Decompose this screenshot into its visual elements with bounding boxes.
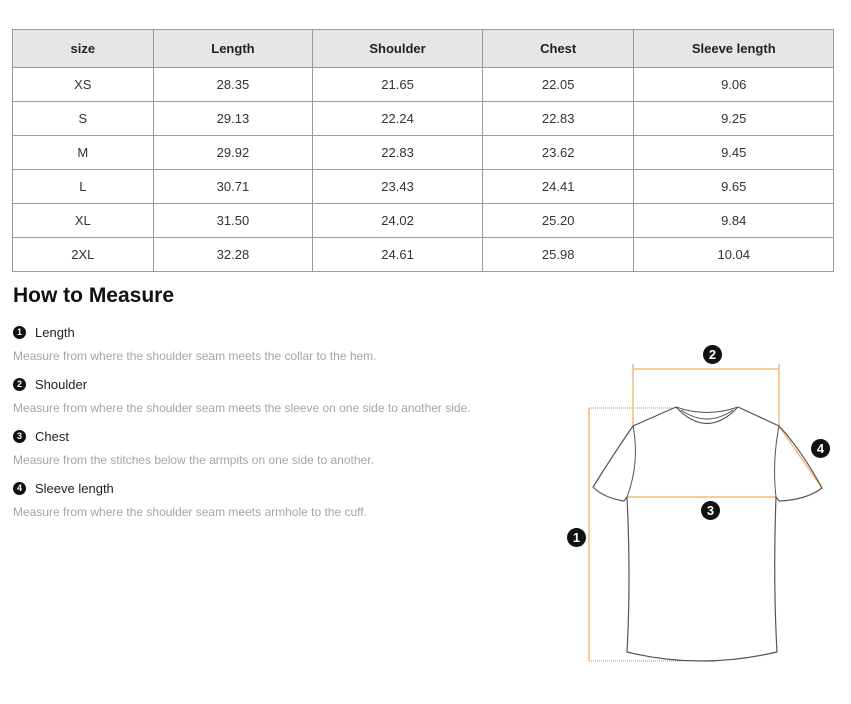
cell-length: 29.92 [153, 136, 313, 170]
cell-size: S [13, 102, 154, 136]
cell-chest: 23.62 [482, 136, 634, 170]
cell-size: M [13, 136, 154, 170]
table-row [13, 136, 834, 170]
marker-4-icon: 4 [811, 439, 830, 458]
instruction-label: Length [35, 324, 75, 340]
cell-length: 32.28 [153, 238, 313, 272]
size-chart-table [12, 29, 834, 272]
instruction-chest [13, 426, 553, 478]
cell-chest: 22.83 [482, 102, 634, 136]
marker-3-icon: 3 [701, 501, 720, 520]
cell-length: 31.50 [153, 204, 313, 238]
cell-length: 30.71 [153, 170, 313, 204]
instruction-length [13, 322, 553, 374]
cell-shoulder: 24.02 [313, 204, 483, 238]
instruction-shoulder [13, 374, 553, 426]
column-header-sleeve-length: Sleeve length [634, 30, 834, 68]
table-row [13, 102, 834, 136]
cell-length: 28.35 [153, 68, 313, 102]
table-row [13, 68, 834, 102]
measure-instructions [13, 322, 553, 530]
tshirt-measurement-diagram [560, 335, 851, 699]
number-4-icon: 4 [13, 482, 26, 495]
marker-1-icon: 1 [567, 528, 586, 547]
cell-size: XL [13, 204, 154, 238]
instruction-label: Chest [35, 428, 69, 444]
instruction-description: Measure from where the shoulder seam meets the collar to the hem. [13, 349, 377, 363]
column-header-length: Length [153, 30, 313, 68]
instruction-description: Measure from where the shoulder seam meets the sleeve on one side to another side. [13, 401, 471, 415]
cell-size: L [13, 170, 154, 204]
column-header-shoulder: Shoulder [313, 30, 483, 68]
table-row [13, 170, 834, 204]
instruction-label: Shoulder [35, 376, 88, 392]
cell-chest: 22.05 [482, 68, 634, 102]
cell-shoulder: 22.83 [313, 136, 483, 170]
instruction-sleeve-length [13, 478, 553, 530]
instruction-description: Measure from where the shoulder seam meets armhole to the cuff. [13, 505, 367, 519]
table-row [13, 238, 834, 272]
cell-length: 29.13 [153, 102, 313, 136]
cell-sleeve-length: 10.04 [634, 238, 834, 272]
cell-sleeve-length: 9.06 [634, 68, 834, 102]
cell-chest: 25.20 [482, 204, 634, 238]
cell-size: XS [13, 68, 154, 102]
column-header-size: size [13, 30, 154, 68]
number-2-icon: 2 [13, 378, 26, 391]
cell-shoulder: 23.43 [313, 170, 483, 204]
instruction-label: Sleeve length [35, 480, 114, 496]
cell-chest: 25.98 [482, 238, 634, 272]
table-row [13, 204, 834, 238]
instruction-description: Measure from the stitches below the armpits on one side to another. [13, 453, 374, 467]
column-header-chest: Chest [482, 30, 634, 68]
cell-sleeve-length: 9.45 [634, 136, 834, 170]
cell-sleeve-length: 9.25 [634, 102, 834, 136]
cell-shoulder: 22.24 [313, 102, 483, 136]
marker-2-icon: 2 [703, 345, 722, 364]
table-header-row [13, 30, 834, 68]
number-3-icon: 3 [13, 430, 26, 443]
cell-shoulder: 24.61 [313, 238, 483, 272]
number-1-icon: 1 [13, 326, 26, 339]
cell-sleeve-length: 9.65 [634, 170, 834, 204]
cell-shoulder: 21.65 [313, 68, 483, 102]
cell-size: 2XL [13, 238, 154, 272]
cell-sleeve-length: 9.84 [634, 204, 834, 238]
cell-chest: 24.41 [482, 170, 634, 204]
how-to-measure-title: How to Measure [13, 284, 175, 307]
